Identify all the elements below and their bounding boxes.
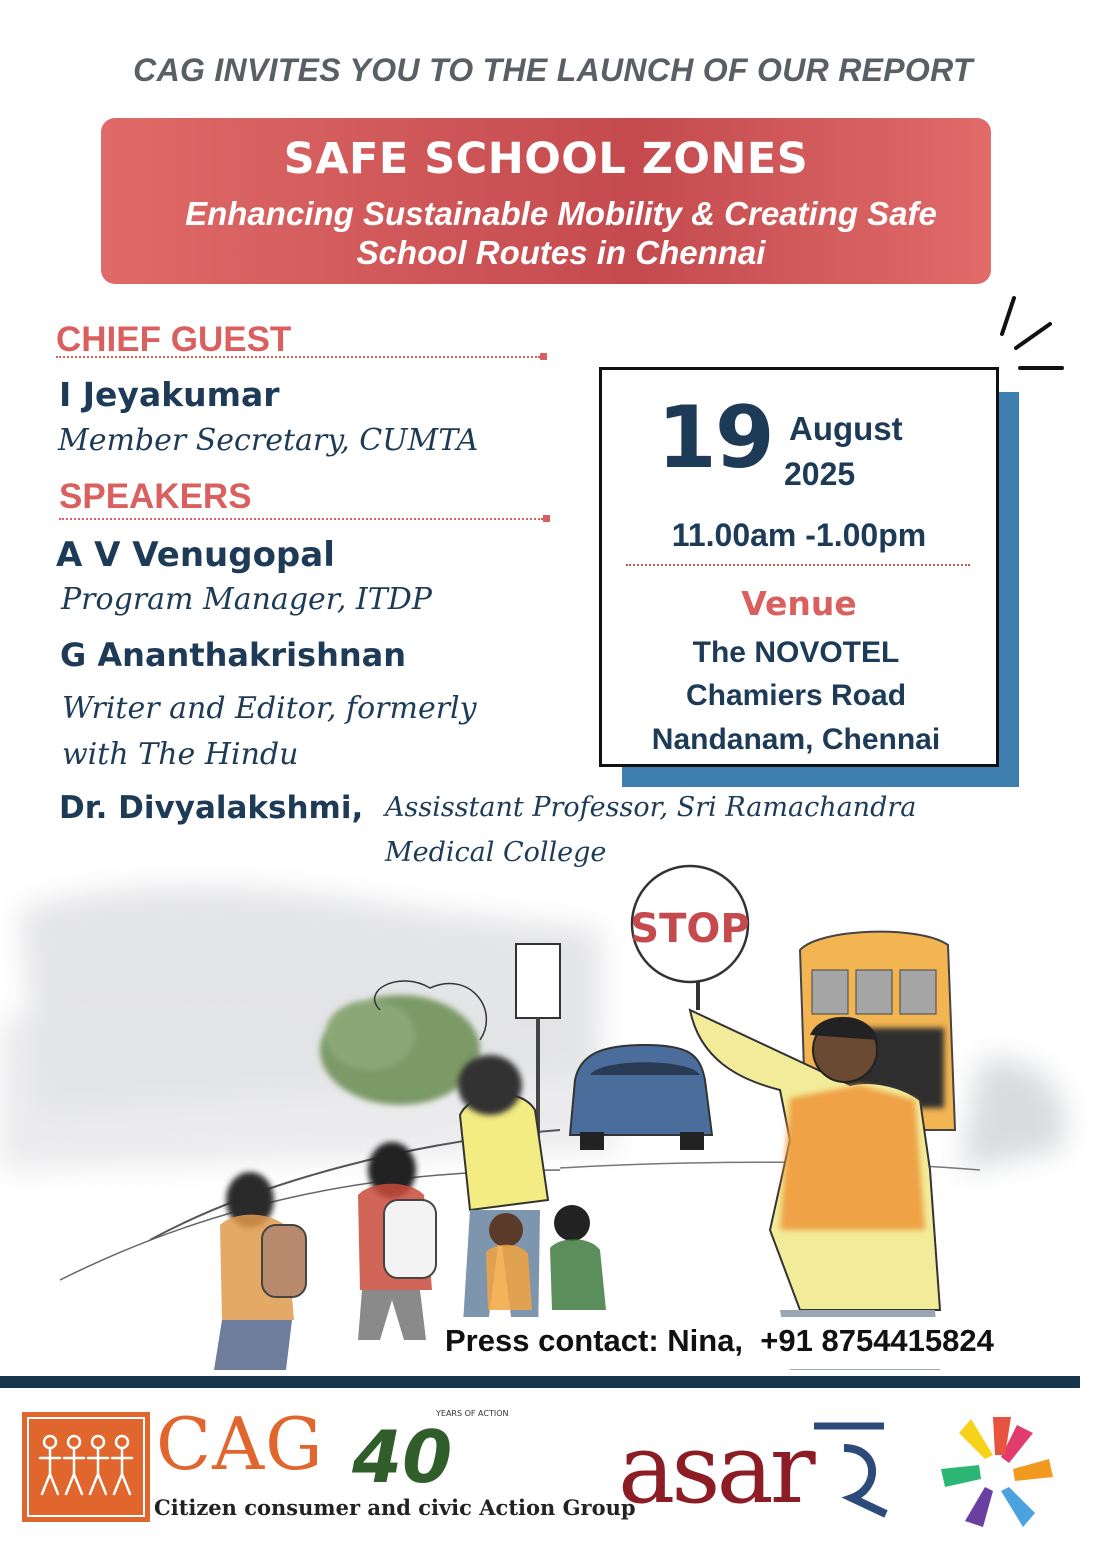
forty-years-badge	[350, 1406, 509, 1499]
forty-years-caption: YEARS OF ACTION	[436, 1409, 509, 1418]
chief-guest-name: I Jeyakumar	[59, 375, 280, 414]
report-subtitle	[161, 194, 961, 272]
speaker-1-name: A V Venugopal	[56, 535, 335, 575]
event-month: August	[789, 410, 903, 447]
venue-line-2: Chamiers Road	[685, 679, 907, 712]
event-year: 2025	[784, 456, 856, 492]
sign-board	[516, 944, 560, 1018]
speakers-heading: SPEAKERS	[59, 477, 252, 516]
venue-line-1: The NOVOTEL	[692, 636, 900, 669]
attention-burst-icon	[994, 294, 1066, 374]
speaker-2-role-line-1: Writer and Editor, formerly	[62, 691, 477, 726]
invite-heading: CAG INVITES YOU TO THE LAUNCH OF OUR REPORT	[133, 52, 973, 88]
partner-flower-logo-icon	[938, 1414, 1056, 1532]
chief-guest-divider	[56, 356, 540, 358]
stop-sign	[630, 866, 749, 1010]
speaker-3-role-line-1: Assisstant Professor, Sri Ramachandra	[385, 792, 917, 823]
title-banner	[101, 118, 991, 284]
speakers-divider	[59, 518, 543, 520]
speaker-2-name: G Ananthakrishnan	[60, 636, 407, 674]
school-crossing-illustration	[0, 870, 1080, 1370]
tree	[320, 995, 480, 1105]
venue-heading: Venue	[741, 584, 857, 623]
speaker-2-role-line-2: with The Hindu	[62, 737, 299, 772]
speaker-3-name: Dr. Divyalakshmi,	[59, 790, 364, 826]
cag-full-name: Citizen consumer and civic Action Group	[154, 1495, 636, 1520]
blue-car	[570, 1045, 712, 1150]
date-venue-box	[599, 367, 999, 767]
event-time: 11.00am -1.00pm	[671, 517, 927, 553]
speaker-3-role-line-2: Medical College	[385, 837, 607, 868]
date-box-divider	[626, 564, 970, 566]
footer-divider	[0, 1376, 1080, 1388]
report-subtitle-line-1: Enhancing Sustainable Mobility & Creating Safe	[185, 195, 937, 232]
asar-logo-text: asar	[618, 1413, 812, 1525]
forty-years-number: 40	[352, 1415, 453, 1499]
chief-guest-heading: CHIEF GUEST	[56, 320, 292, 359]
asar-logo	[618, 1413, 894, 1525]
event-day: 19	[657, 388, 773, 488]
report-subtitle-line-2: School Routes in Chennai	[356, 234, 766, 271]
cag-logo-text: CAG	[156, 1402, 324, 1486]
report-title: SAFE SCHOOL ZONES	[283, 134, 809, 184]
speaker-1-role: Program Manager, ITDP	[61, 582, 432, 617]
stop-sign-text: STOP	[630, 906, 750, 952]
cag-people-logo-icon	[22, 1412, 150, 1522]
venue-line-3: Nandanam, Chennai	[651, 723, 941, 756]
chief-guest-role: Member Secretary, CUMTA	[58, 423, 479, 458]
press-contact: Press contact: Nina, +91 8754415824	[432, 1317, 1054, 1369]
